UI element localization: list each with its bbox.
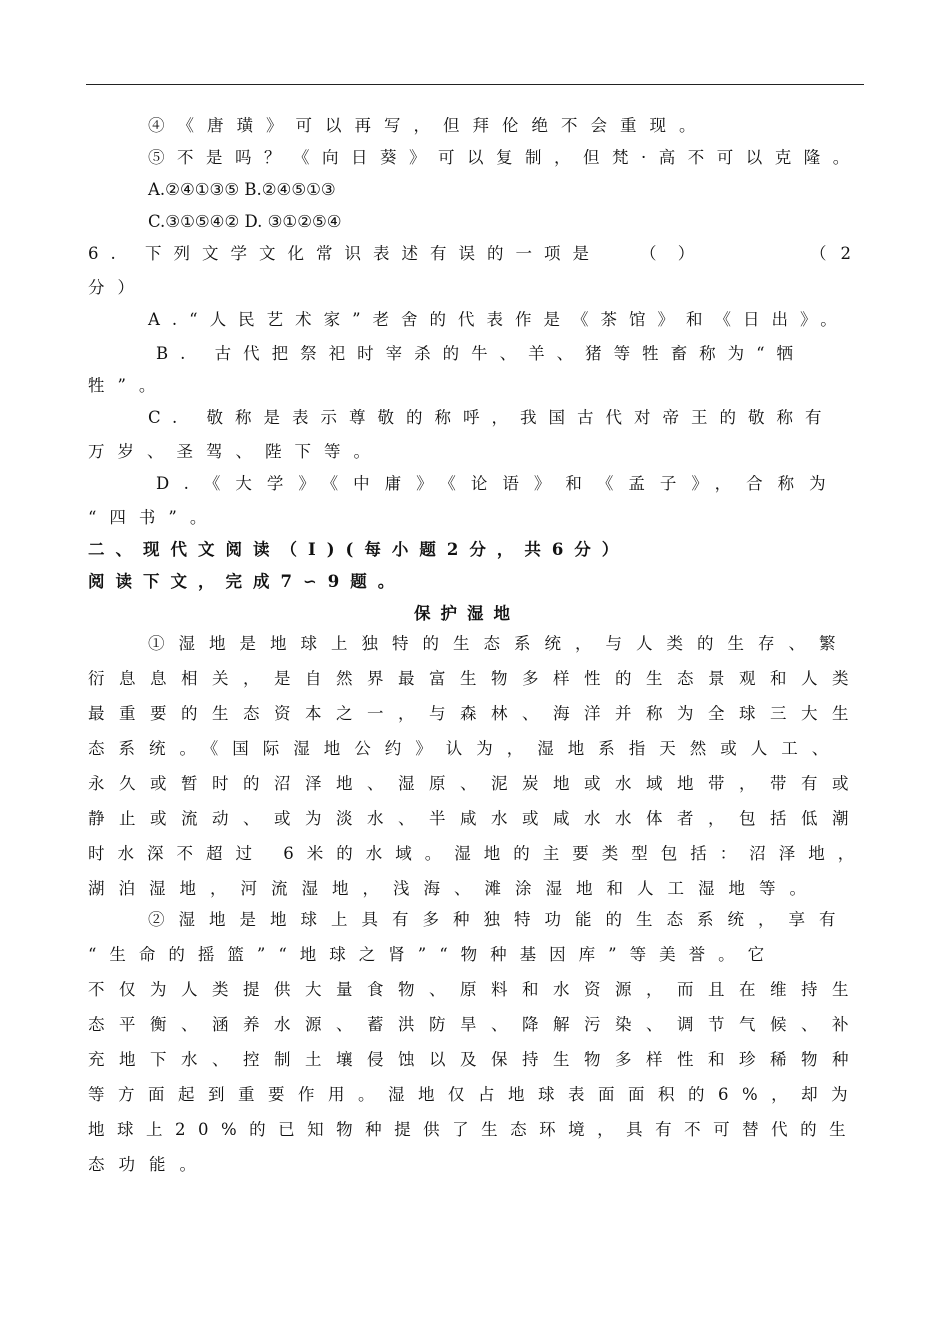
q5-item-4: ④《唐璜》可以再写，但拜伦绝不会重现。	[148, 116, 709, 135]
q6-option-d-line2: “四书”。	[88, 508, 220, 527]
q6-option-c-line2: 万岁、圣驾、陛下等。	[88, 442, 383, 461]
header-rule	[86, 84, 864, 85]
paragraph-2-line: 等方面起到重要作用。湿地仅占地球表面面积的6%，却为	[88, 1085, 862, 1104]
paragraph-1-line: 最重要的生态资本之一，与森林、海洋并称为全球三大生	[88, 704, 863, 723]
paragraph-1-line: 时水深不超过 6米的水域。湿地的主要类型包括：沼泽地，	[88, 844, 868, 863]
paragraph-1-line: 衍息息相关，是自然界最富生物多样性的生态景观和人类	[88, 669, 863, 688]
q6-option-d-line1: D.《大学》《中庸》《论语》和《孟子》，合称为	[156, 474, 841, 493]
paragraph-1-line: ①湿地是地球上独特的生态系统，与人类的生存、繁	[148, 634, 850, 653]
q6-option-c-line1: C. 敬称是表示尊敬的称呼，我国古代对帝王的敬称有	[148, 408, 834, 427]
q6-answer-paren: （ ）	[640, 244, 703, 263]
q6-score-open: （2	[810, 244, 865, 263]
q6-stem: 6. 下列文学文化常识表述有误的一项是	[88, 244, 601, 263]
article-title: 保护湿地	[414, 604, 520, 623]
q6-score-close: 分）	[88, 278, 147, 297]
paragraph-2-line: 不仅为人类提供大量食物、原料和水资源，而且在维持生	[88, 980, 863, 999]
q5-item-5: ⑤不是吗？《向日葵》可以复制，但梵·高不可以克隆。	[148, 148, 862, 167]
paragraph-2-line: 充地下水、控制土壤侵蚀以及保持生物多样性和珍稀物种	[88, 1050, 863, 1069]
q6-option-b-line2: 牲”。	[88, 376, 169, 395]
paragraph-2-line: “生命的摇篮”“地球之肾”“物种基因库”等美誉。它	[88, 945, 778, 964]
paragraph-2-line: ②湿地是地球上具有多种独特功能的生态系统，享有	[148, 910, 850, 929]
paragraph-1-line: 态系统。《国际湿地公约》认为，湿地系指天然或人工、	[88, 739, 843, 758]
paragraph-2-line: 地球上20%的已知物种提供了生态环境，具有不可替代的生	[88, 1120, 859, 1139]
paragraph-1-line: 湖泊湿地，河流湿地，浅海、滩涂湿地和人工湿地等。	[88, 879, 820, 898]
q5-options-cd: C.③①⑤④② D. ③①②⑤④	[148, 212, 342, 231]
section-2-heading: 二、现代文阅读（I)(每小题2分，共6分）	[88, 540, 630, 559]
section-2-instruction: 阅读下文，完成7∽9题。	[88, 572, 406, 591]
paragraph-2-line: 态平衡、涵养水源、蓄洪防旱、降解污染、调节气候、补	[88, 1015, 863, 1034]
q6-option-a: A.“人民艺术家”老舍的代表作是《茶馆》和《日出》。	[148, 310, 849, 329]
q5-options-ab: A.②④①③⑤ B.②④⑤①③	[148, 180, 336, 199]
paragraph-1-line: 永久或暂时的沼泽地、湿原、泥炭地或水域地带，带有或	[88, 774, 863, 793]
paragraph-1-line: 静止或流动、或为淡水、半咸水或咸水水体者，包括低潮	[88, 809, 863, 828]
q6-option-b-line1: B. 古代把祭祀时宰杀的牛、羊、猪等牲畜称为“牺	[156, 344, 806, 363]
paragraph-2-line: 态功能。	[88, 1155, 210, 1174]
